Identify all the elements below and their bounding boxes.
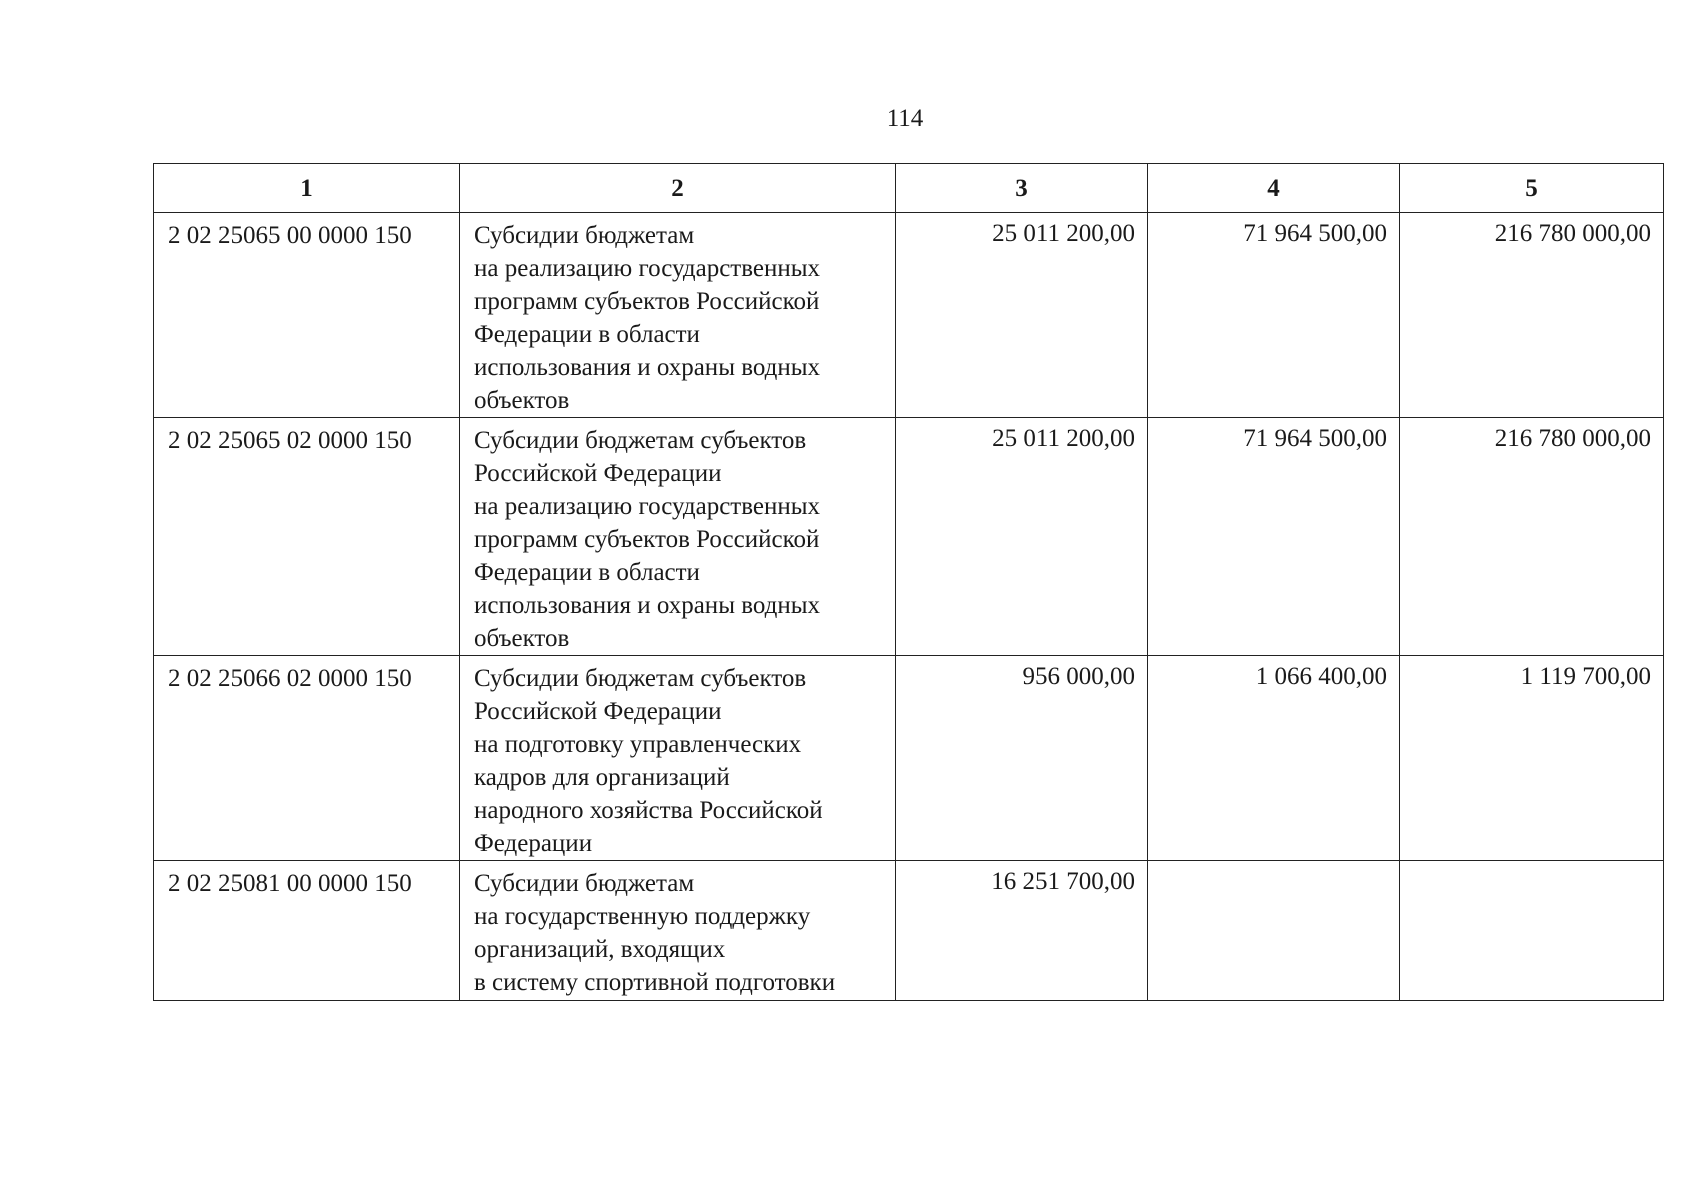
description-line: Федерации в области	[474, 559, 700, 586]
description-cell	[460, 656, 896, 861]
amount-col4-cell: 1 066 400,00	[1148, 656, 1400, 861]
header-cell-3: 3	[896, 164, 1148, 213]
table-row	[154, 656, 1664, 861]
description-line: Субсидии бюджетам	[474, 870, 695, 897]
amount-col3-cell: 956 000,00	[896, 656, 1148, 861]
amount-col3-cell: 16 251 700,00	[896, 861, 1148, 1001]
description-cell	[460, 213, 896, 418]
table-row	[154, 418, 1664, 656]
description-cell	[460, 861, 896, 1001]
amount-col4-cell: 71 964 500,00	[1148, 418, 1400, 656]
description-cell	[460, 418, 896, 656]
description-line: Субсидии бюджетам субъектов	[474, 427, 807, 454]
description-line: на реализацию государственных	[474, 255, 821, 282]
amount-col5-cell	[1400, 861, 1664, 1001]
description-line: кадров для организаций	[474, 764, 730, 791]
description-line: объектов	[474, 387, 570, 414]
header-cell-1: 1	[154, 164, 460, 213]
amount-col4-cell	[1148, 861, 1400, 1001]
description-line: в систему спортивной подготовки	[474, 969, 836, 996]
description-line: использования и охраны водных	[474, 592, 821, 619]
amount-col3-cell: 25 011 200,00	[896, 213, 1148, 418]
budget-code-cell: 2 02 25066 02 0000 150	[154, 656, 460, 861]
description-line: на государственную поддержку	[474, 903, 811, 930]
description-line: программ субъектов Российской	[474, 288, 820, 315]
description-line: объектов	[474, 625, 570, 652]
description-line: Субсидии бюджетам	[474, 222, 695, 249]
table-header-row	[154, 164, 1664, 213]
header-cell-5: 5	[1400, 164, 1664, 213]
amount-col3-cell: 25 011 200,00	[896, 418, 1148, 656]
description-line: Российской Федерации	[474, 698, 722, 725]
description-line: на подготовку управленческих	[474, 731, 802, 758]
amount-col5-cell: 216 780 000,00	[1400, 418, 1664, 656]
header-cell-2: 2	[460, 164, 896, 213]
description-line: на реализацию государственных	[474, 493, 821, 520]
table-row	[154, 861, 1664, 1001]
description-line: организаций, входящих	[474, 936, 726, 963]
amount-col4-cell: 71 964 500,00	[1148, 213, 1400, 418]
budget-table	[153, 163, 1664, 1001]
description-line: Российской Федерации	[474, 460, 722, 487]
header-cell-4: 4	[1148, 164, 1400, 213]
description-line: народного хозяйства Российской	[474, 797, 823, 824]
description-line: Субсидии бюджетам субъектов	[474, 665, 807, 692]
page-number: 114	[886, 105, 924, 132]
amount-col5-cell: 1 119 700,00	[1400, 656, 1664, 861]
description-line: Федерации в области	[474, 321, 700, 348]
budget-code-cell: 2 02 25081 00 0000 150	[154, 861, 460, 1001]
description-line: Федерации	[474, 830, 593, 857]
table-row	[154, 213, 1664, 418]
description-line: использования и охраны водных	[474, 354, 821, 381]
budget-code-cell: 2 02 25065 02 0000 150	[154, 418, 460, 656]
amount-col5-cell: 216 780 000,00	[1400, 213, 1664, 418]
budget-code-cell: 2 02 25065 00 0000 150	[154, 213, 460, 418]
description-line: программ субъектов Российской	[474, 526, 820, 553]
